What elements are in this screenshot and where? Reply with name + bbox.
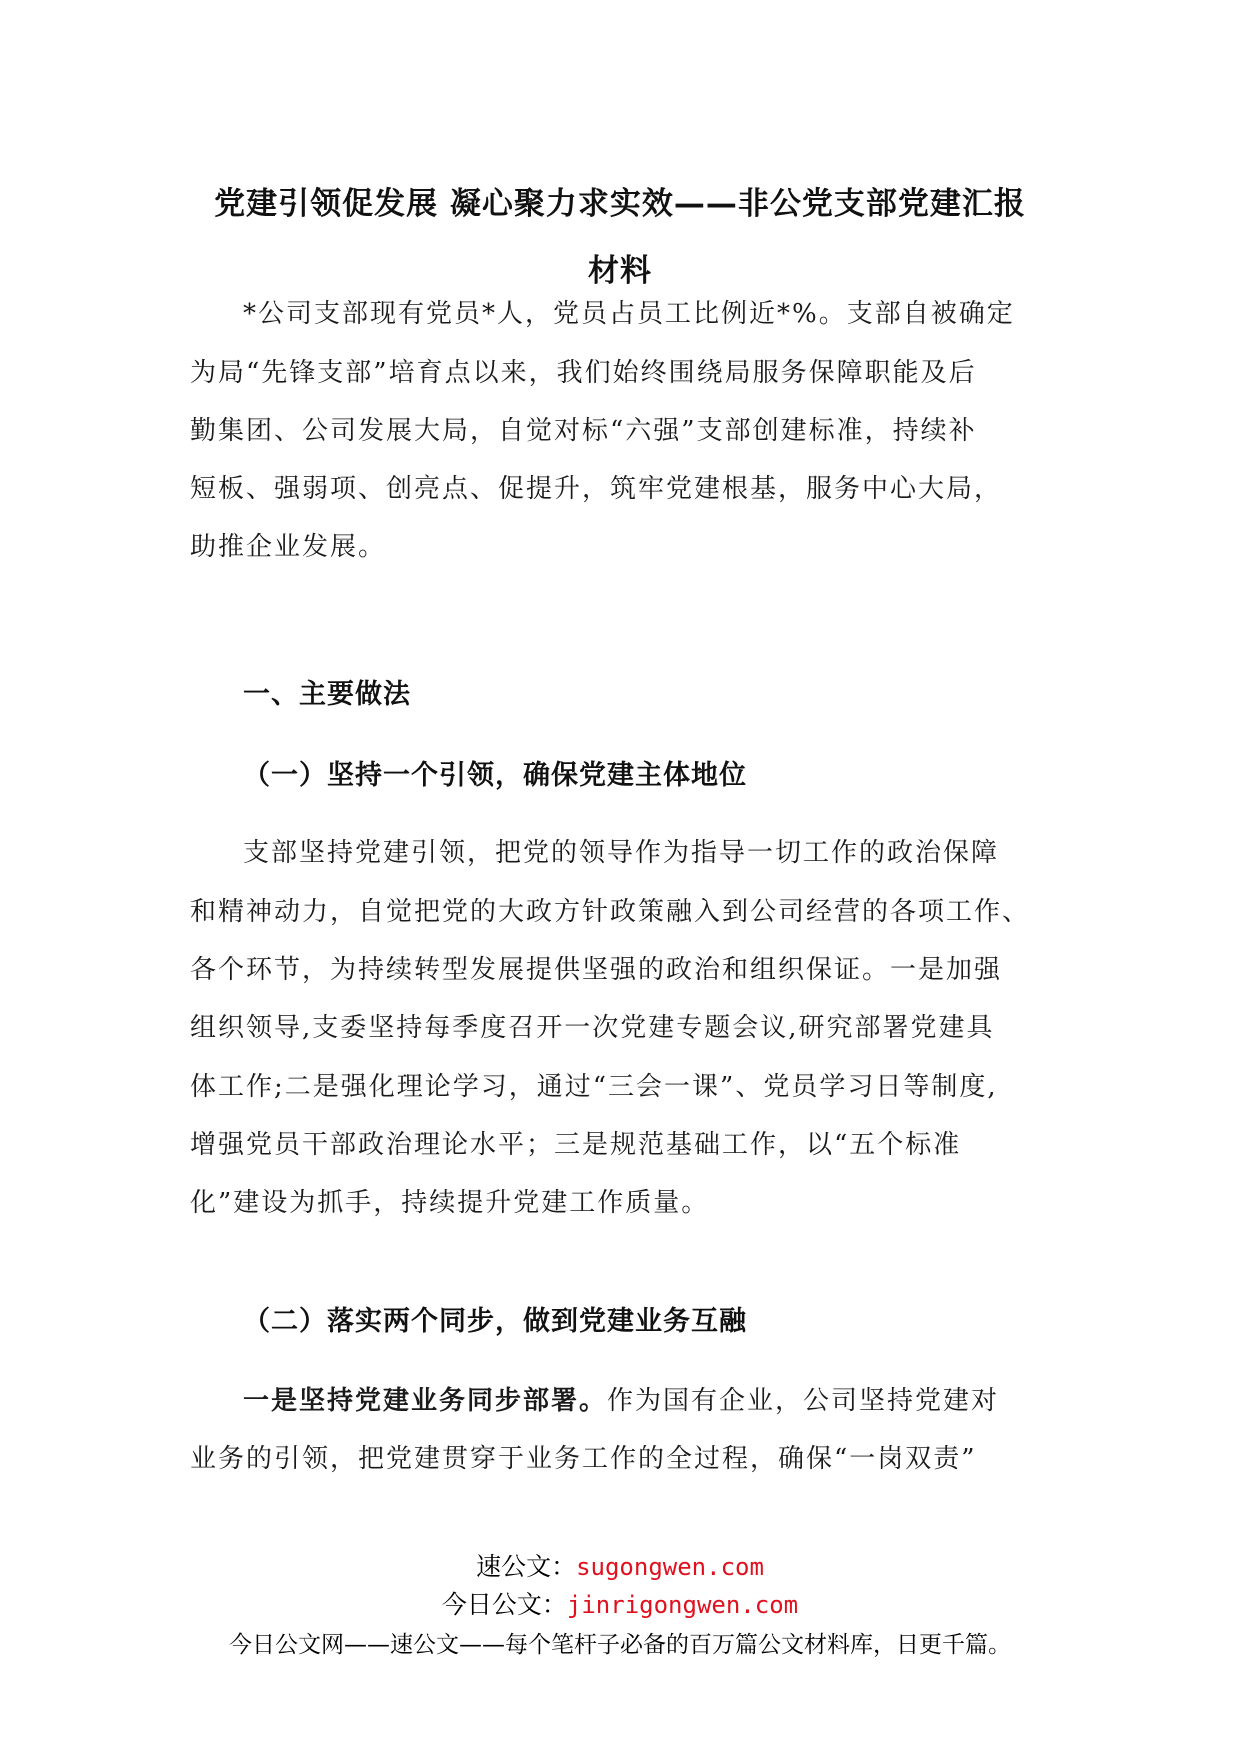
subsection1-line-5: 体工作;二是强化理论学习，通过“三会一课”、党员学习日等制度, bbox=[190, 1072, 998, 1102]
footer-label-sugongwen: 速公文： bbox=[476, 1552, 577, 1581]
subsection1-line-3: 各个环节，为持续转型发展提供坚强的政治和组织保证。一是加强 bbox=[190, 955, 1003, 985]
intro-line-1: *公司支部现有党员*人，党员占员工比例近*%。支部自被确定 bbox=[243, 299, 1015, 329]
footer-link-sugongwen[interactable]: sugongwen.com bbox=[576, 1553, 764, 1581]
subsection1-line-6: 增强党员干部政治理论水平；三是规范基础工作，以“五个标准 bbox=[190, 1130, 962, 1160]
intro-line-4: 短板、强弱项、创亮点、促提升，筑牢党建根基，服务中心大局， bbox=[190, 474, 1003, 504]
subsection2-line1-rest: 作为国有企业，公司坚持党建对 bbox=[607, 1386, 1000, 1416]
subsection-heading-1: （一）坚持一个引领，确保党建主体地位 bbox=[243, 760, 747, 791]
subsection1-line-7: 化”建设为抓手，持续提升党建工作质量。 bbox=[190, 1188, 710, 1218]
subsection1-line-1: 支部坚持党建引领，把党的领导作为指导一切工作的政治保障 bbox=[243, 838, 1000, 868]
subsection-heading-2: （二）落实两个同步，做到党建业务互融 bbox=[243, 1306, 747, 1337]
footer-line-2 bbox=[0, 1585, 1240, 1621]
footer-line-1 bbox=[0, 1547, 1240, 1583]
intro-line-3: 勤集团、公司发展大局，自觉对标“六强”支部创建标准，持续补 bbox=[190, 416, 977, 446]
footer-link-jinrigongwen[interactable]: jinrigongwen.com bbox=[566, 1591, 799, 1619]
section-heading-main-practices: 一、主要做法 bbox=[243, 679, 411, 710]
subsection2-line-2: 业务的引领，把党建贯穿于业务工作的全过程，确保“一岗双责” bbox=[190, 1444, 977, 1474]
document-title-line2: 材料 bbox=[588, 253, 652, 289]
intro-line-5: 助推企业发展。 bbox=[190, 532, 387, 562]
footer-label-jinrigongwen: 今日公文： bbox=[441, 1590, 567, 1619]
subsection1-line-4: 组织领导,支委坚持每季度召开一次党建专题会议,研究部署党建具 bbox=[190, 1013, 995, 1043]
document-title-line1: 党建引领促发展 凝心聚力求实效——非公党支部党建汇报 bbox=[214, 186, 1026, 222]
intro-line-2: 为局“先锋支部”培育点以来，我们始终围绕局服务保障职能及后 bbox=[190, 358, 977, 388]
subsection1-line-2: 和精神动力，自觉把党的大政方针政策融入到公司经营的各项工作、 bbox=[190, 897, 1031, 927]
footer-tagline: 今日公文网——速公文——每个笔杆子必备的百万篇公文材料库，日更千篇。 bbox=[229, 1632, 1011, 1658]
subsection2-bold-lead: 一是坚持党建业务同步部署。 bbox=[243, 1386, 608, 1416]
subsection2-line-1 bbox=[243, 1380, 999, 1417]
